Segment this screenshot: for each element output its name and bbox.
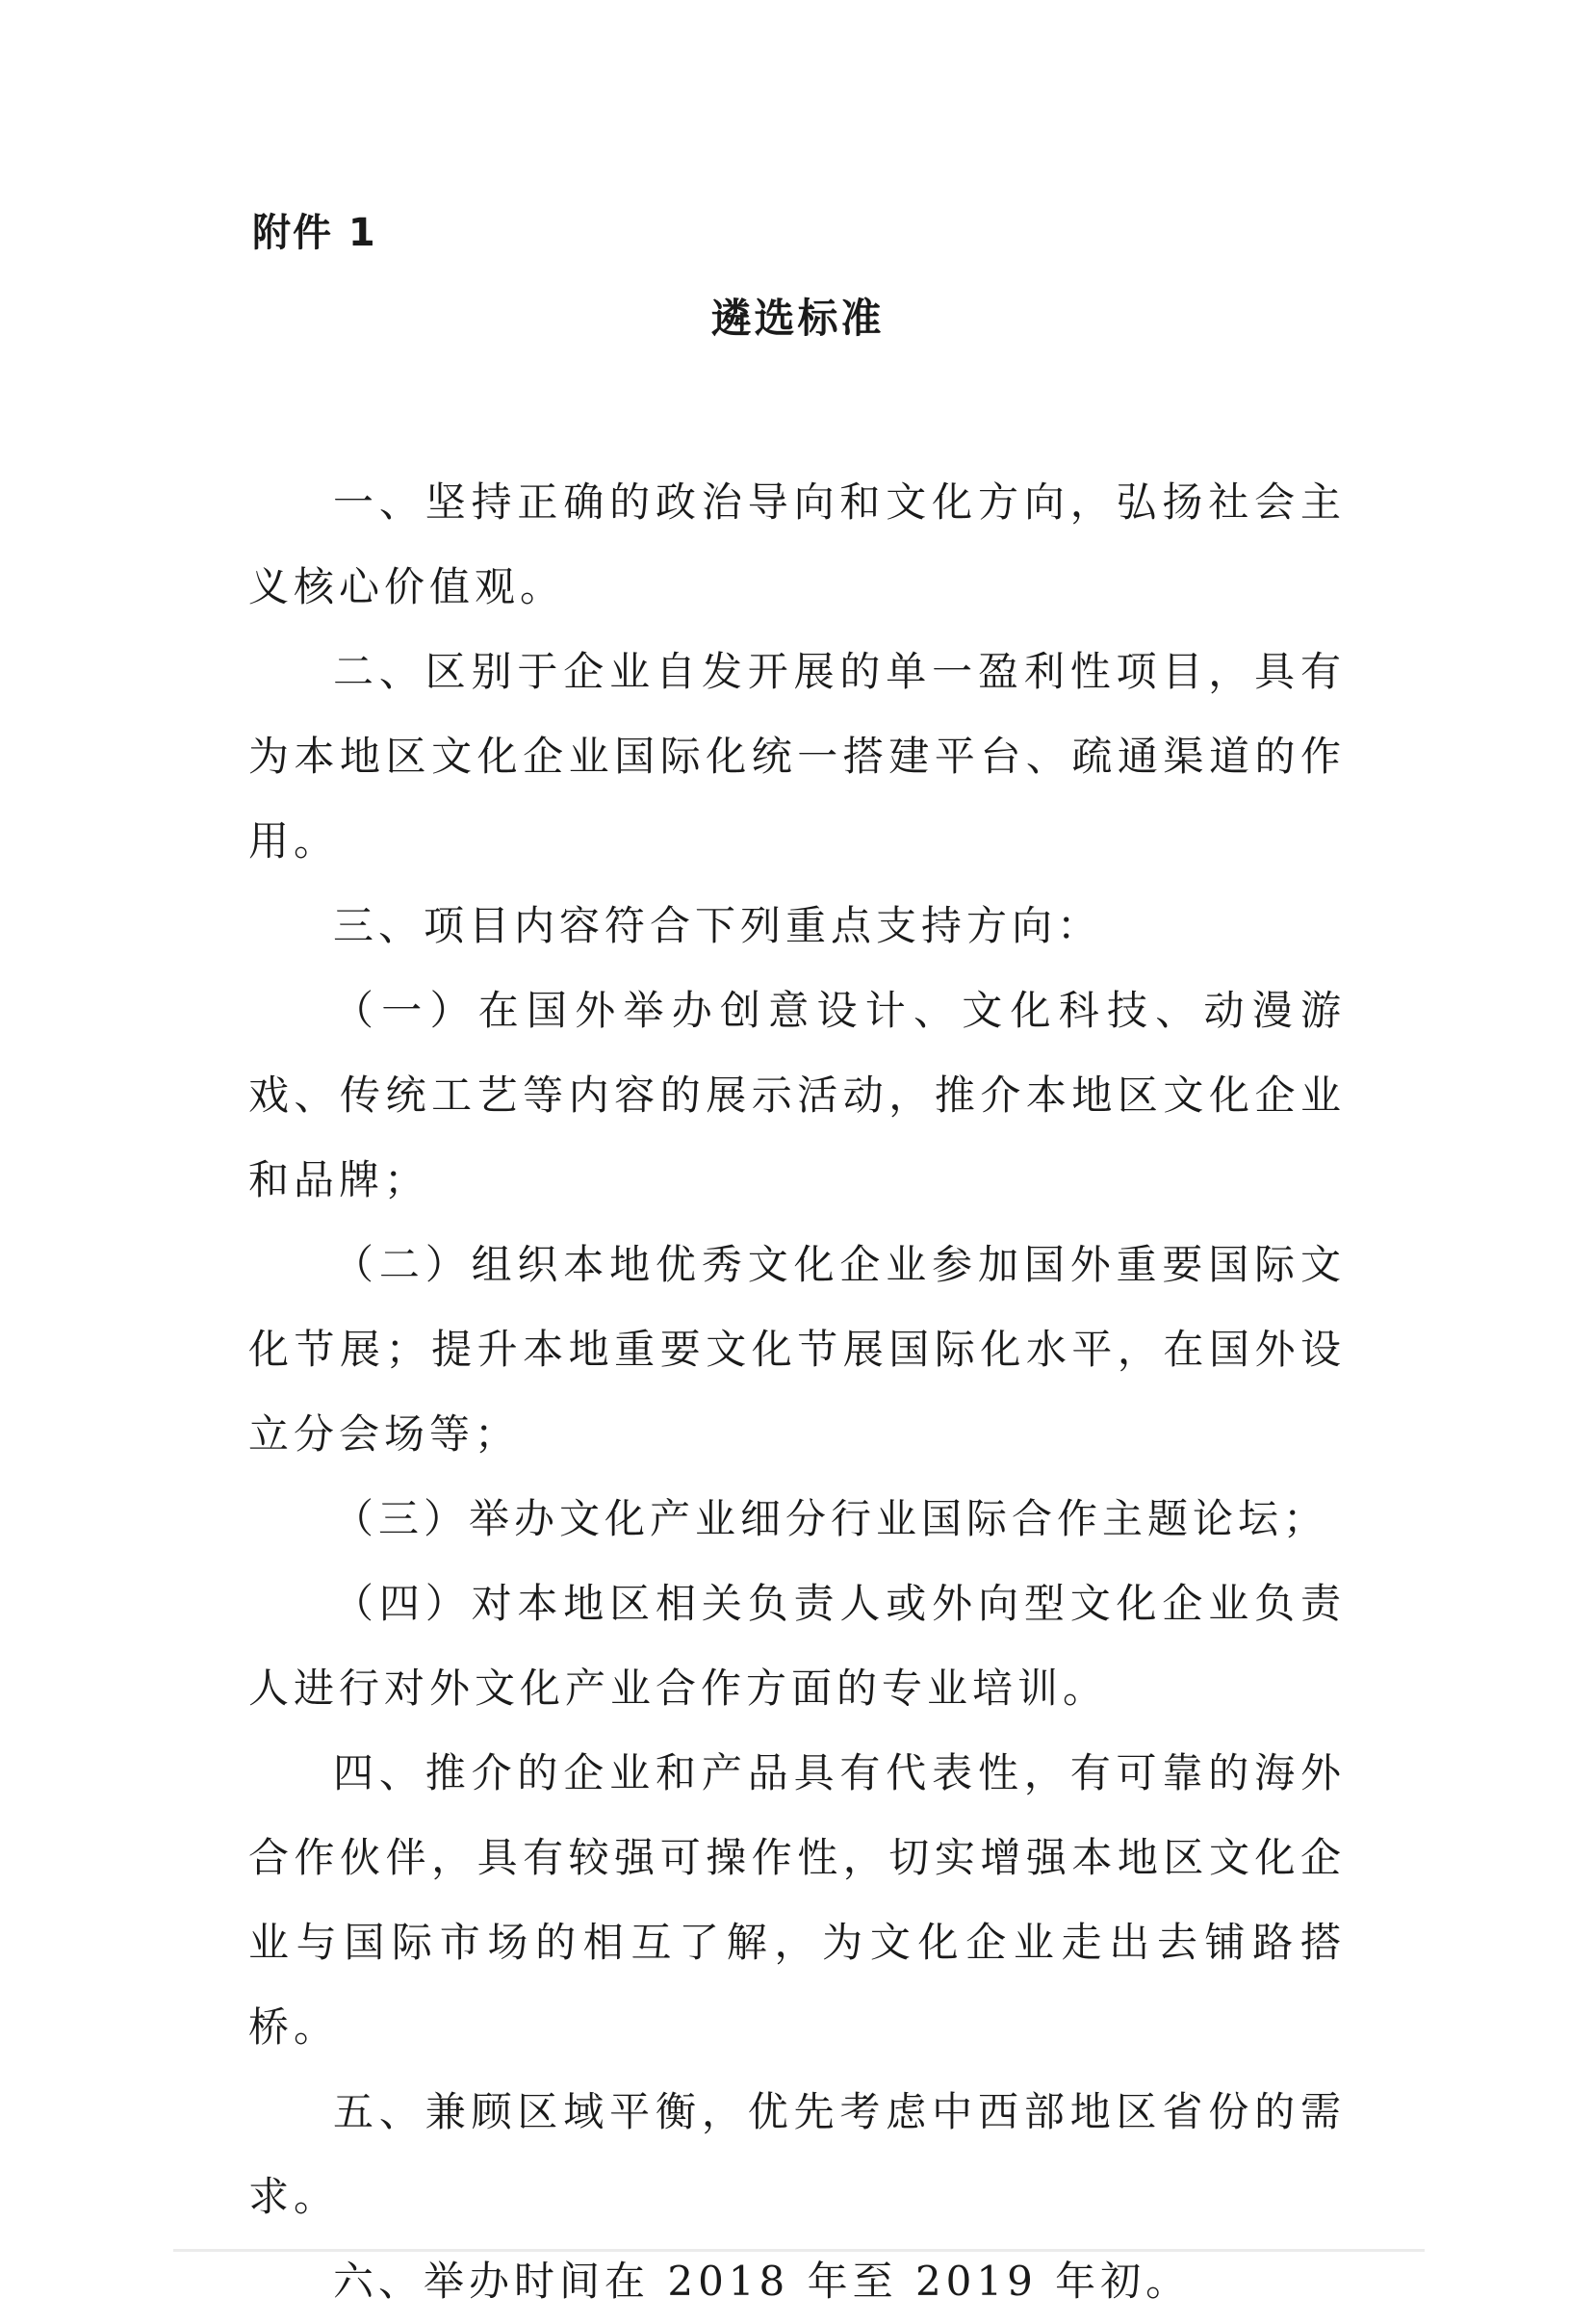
paragraph-criterion-1: 一、坚持正确的政治导向和文化方向，弘扬社会主义核心价值观。 — [248, 478, 1346, 610]
paragraph-criterion-5: 五、兼顾区域平衡，优先考虑中西部地区省份的需求。 — [248, 2088, 1346, 2220]
scan-edge-line — [173, 2249, 1425, 2252]
document-title: 遴选标准 — [710, 295, 885, 342]
paragraph-subitem-4: （四）对本地区相关负责人或外向型文化企业负责人进行对外文化产业合作方面的专业培训。 — [248, 1580, 1346, 1712]
paragraph-subitem-3: （三）举办文化产业细分行业国际合作主题论坛； — [333, 1495, 1329, 1542]
paragraph-criterion-3: 三、项目内容符合下列重点支持方向： — [333, 902, 1103, 949]
paragraph-criterion-6: 六、举办时间在 2018 年至 2019 年初。 — [333, 2258, 1192, 2305]
document-body — [248, 460, 1346, 2324]
paragraph-criterion-4: 四、推介的企业和产品具有代表性，有可靠的海外合作伙伴，具有较强可操作性，切实增强本地区文化企业与国际市场的相互了解，为文化企业走出去铺路搭桥。 — [248, 1749, 1346, 2051]
paragraph-subitem-2: （二）组织本地优秀文化企业参加国外重要国际文化节展；提升本地重要文化节展国际化水平，在国外设立分会场等； — [248, 1241, 1346, 1458]
paragraph-subitem-1: （一）在国外举办创意设计、文化科技、动漫游戏、传统工艺等内容的展示活动，推介本地区文化企业和品牌； — [248, 987, 1346, 1203]
attachment-label: 附件 1 — [252, 211, 377, 255]
paragraph-criterion-2: 二、区别于企业自发开展的单一盈利性项目，具有为本地区文化企业国际化统一搭建平台、疏通渠道的作用。 — [248, 648, 1346, 865]
